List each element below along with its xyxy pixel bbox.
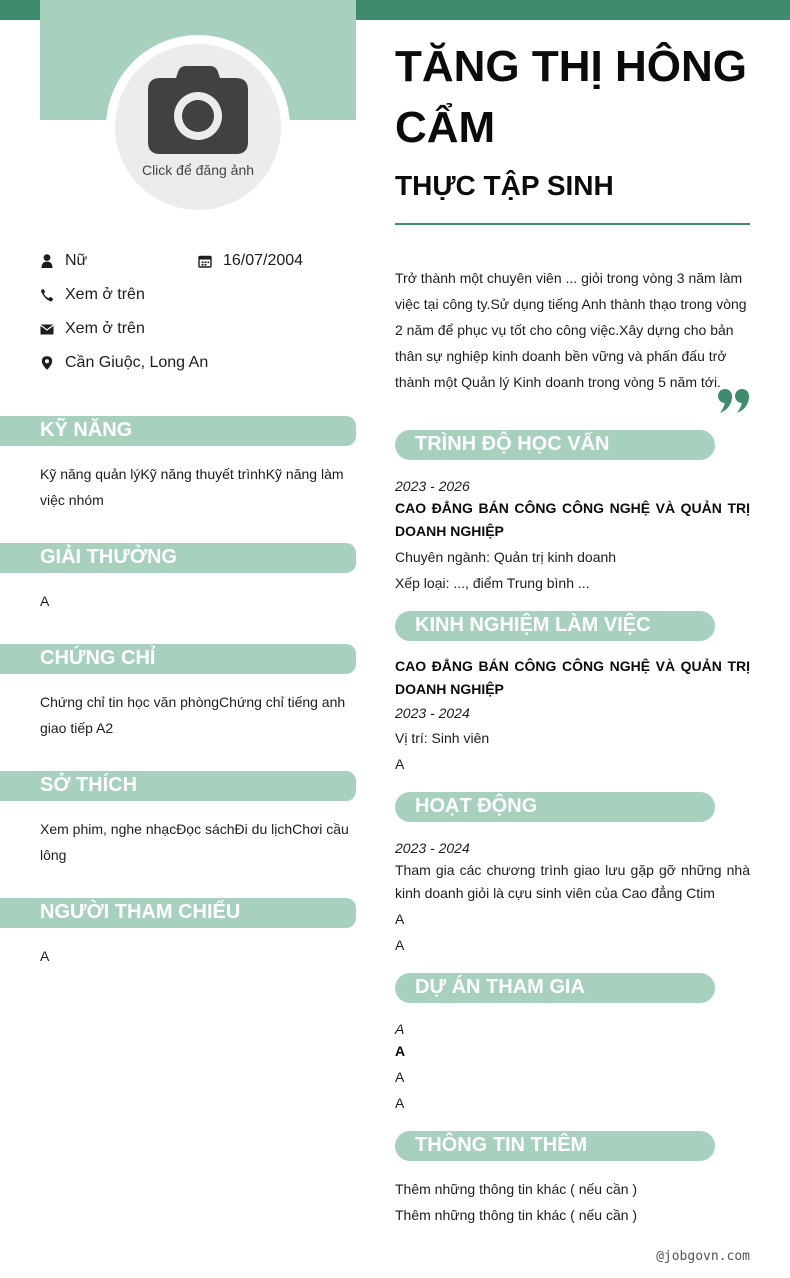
education-grade: Xếp loại: ..., điểm Trung bình ... [395,575,590,591]
projects-name: A [395,1043,406,1059]
education-school: CAO ĐẲNG BÁN CÔNG CÔNG NGHỆ VÀ QUẢN TRỊ DOANH NGHIỆP [395,500,750,539]
camera-icon [148,66,248,154]
certificates-text: Chứng chỉ tin học văn phòngChứng chỉ tiếng anh giao tiếp A2 [40,694,346,736]
hobbies-heading-text: SỞ THÍCH [40,774,138,796]
birthdate-value: 16/07/2004 [223,252,304,269]
extra-info-line-2: Thêm những thông tin khác ( nếu cần ) [395,1207,638,1223]
calendar-icon [198,254,212,268]
profile-photo-upload[interactable] [115,44,281,210]
certificates-heading-text: CHỨNG CHỈ [40,647,156,669]
certificates-heading [0,644,356,674]
awards-heading [0,543,356,573]
skills-text: Kỹ năng quản lýKỹ năng thuyết trìnhKỹ năng làm việc nhóm [40,466,344,508]
career-objective: Trở thành một chuyên viên ... giỏi trong vòng 3 năm làm việc tại công ty.Sử dụng tiếng Anh thành thạo trong vòng 2 năm để phục vụ tốt cho công việc.Xây dựng cho bản thân sự nghiệp kinh doanh bền vững và phấn đấu trở thành một Quản lý Kinh doanh trong vòng 5 năm tới. [395,270,747,390]
activities-heading-text: HOẠT ĐỘNG [415,795,538,817]
skills-heading [0,416,356,446]
activities-period: 2023 - 2024 [395,840,470,856]
experience-company: CAO ĐẲNG BÁN CÔNG CÔNG NGHỆ VÀ QUẢN TRỊ DOANH NGHIỆP [395,658,750,697]
envelope-icon [40,322,54,336]
projects-period: A [395,1021,405,1037]
references-heading [0,898,356,928]
experience-detail: A [395,756,405,772]
skills-heading-text: KỸ NĂNG [40,419,133,441]
extra-info-heading-text: THÔNG TIN THÊM [415,1134,588,1156]
education-heading-text: TRÌNH ĐỘ HỌC VẤN [415,433,610,455]
references-text: A [40,948,50,964]
projects-line-1: A [395,1069,405,1085]
candidate-name: TĂNG THỊ HÔNG CẨM [395,42,747,152]
map-pin-icon [40,356,54,370]
quote-mark-icon [717,388,751,414]
person-icon [40,254,54,268]
phone-value: Xem ở trên [65,286,145,303]
hobbies-text: Xem phim, nghe nhạcĐọc sáchĐi du lịchChơi cầu lông [40,821,349,863]
title-divider [395,223,750,225]
projects-heading [395,973,715,1003]
experience-heading [395,611,715,641]
activities-line-1: A [395,911,405,927]
awards-text: A [40,593,50,609]
activities-line-2: A [395,937,405,953]
projects-line-2: A [395,1095,405,1111]
references-heading-text: NGƯỜI THAM CHIẾU [40,901,241,923]
address-value: Cần Giuộc, Long An [65,354,209,371]
email-value: Xem ở trên [65,320,145,337]
activities-description: Tham gia các chương trình giao lưu gặp gỡ những nhà kinh doanh giỏi là cựu sinh viên của Cao đẳng Ctim [395,862,750,901]
activities-heading [395,792,715,822]
projects-heading-text: DỰ ÁN THAM GIA [415,976,585,998]
hobbies-heading [0,771,356,801]
gender-value: Nữ [65,252,88,269]
watermark: @jobgovn.com [656,1249,750,1264]
experience-position: Vị trí: Sinh viên [395,730,490,746]
phone-icon [40,288,54,302]
education-major: Chuyên ngành: Quản trị kinh doanh [395,549,617,565]
experience-heading-text: KINH NGHIỆM LÀM VIỆC [415,614,651,636]
job-title: THỰC TẬP SINH [395,170,614,201]
extra-info-heading [395,1131,715,1161]
education-period: 2023 - 2026 [395,478,470,494]
education-heading [395,430,715,460]
experience-period: 2023 - 2024 [395,705,470,721]
awards-heading-text: GIẢI THƯỞNG [40,546,177,568]
photo-caption: Click để đăng ảnh [141,162,255,178]
extra-info-line-1: Thêm những thông tin khác ( nếu cần ) [395,1181,638,1197]
